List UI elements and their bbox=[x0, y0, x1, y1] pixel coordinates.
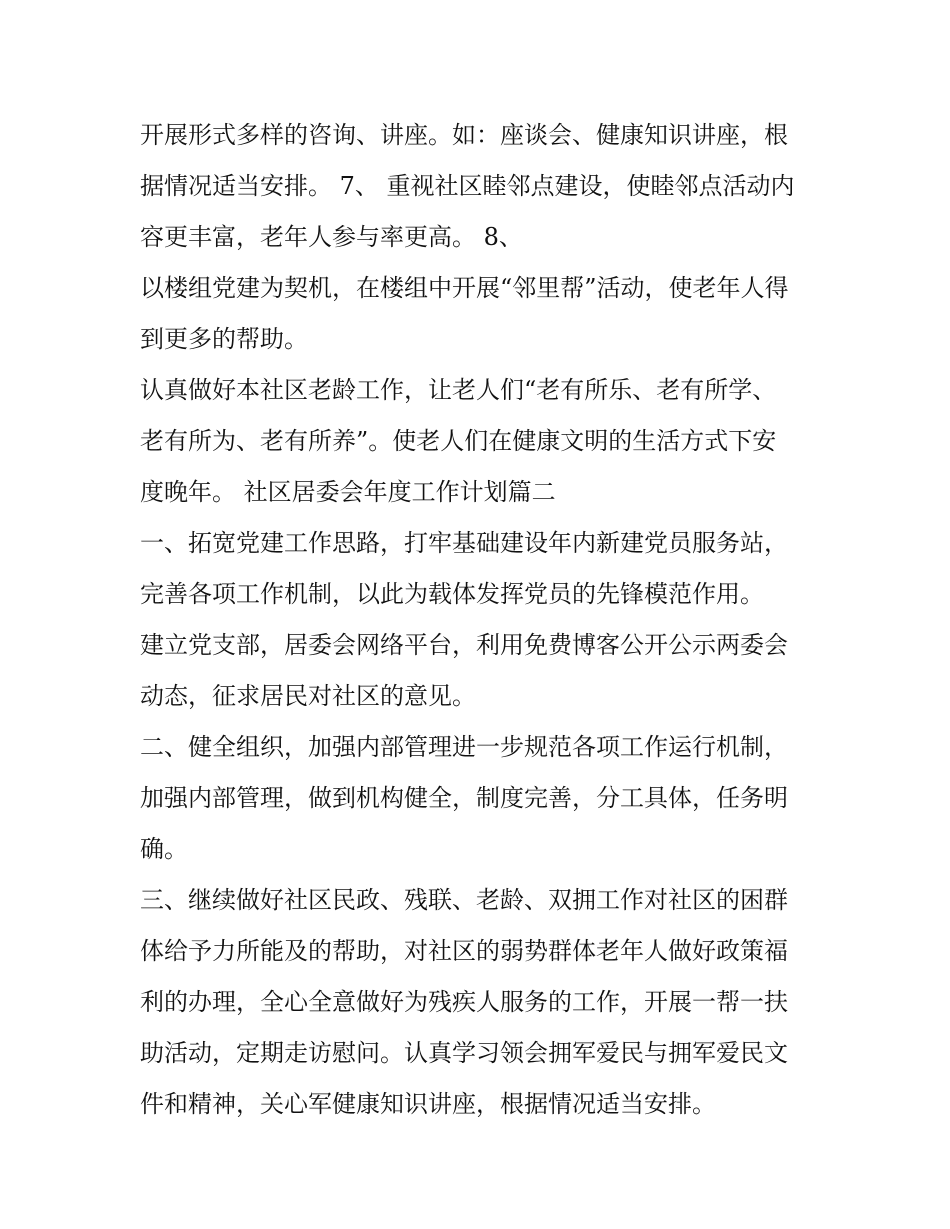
text-line: 二、健全组织，加强内部管理进一步规范各项工作运行机制， bbox=[140, 733, 788, 761]
text-line: 助活动，定期走访慰问。认真学习领会拥军爱民与拥军爱民文 bbox=[140, 1039, 788, 1067]
text-line: 一、拓宽党建工作思路，打牢基础建设年内新建党员服务站， bbox=[140, 529, 788, 557]
text-line: 确。 bbox=[140, 835, 188, 863]
text-line: 体给予力所能及的帮助，对社区的弱势群体老年人做好政策福 bbox=[140, 937, 788, 965]
text-line: 度晚年。 社区居委会年度工作计划篇二 bbox=[140, 478, 556, 506]
text-line: 认真做好本社区老龄工作，让老人们“老有所乐、老有所学、 bbox=[140, 376, 777, 404]
text-line: 开展形式多样的咨询、讲座。如：座谈会、健康知识讲座，根 bbox=[140, 121, 788, 149]
text-line: 到更多的帮助。 bbox=[140, 325, 308, 353]
text-line: 件和精神，关心军健康知识讲座，根据情况适当安排。 bbox=[140, 1090, 716, 1118]
text-line: 建立党支部，居委会网络平台，利用免费博客公开公示两委会 bbox=[140, 631, 788, 659]
text-line: 加强内部管理，做到机构健全，制度完善，分工具体，任务明 bbox=[140, 784, 788, 812]
text-line: 三、继续做好社区民政、残联、老龄、双拥工作对社区的困群 bbox=[140, 886, 788, 914]
text-line: 动态，征求居民对社区的意见。 bbox=[140, 682, 476, 710]
text-line: 据情况适当安排。 7、 重视社区睦邻点建设，使睦邻点活动内 bbox=[140, 172, 795, 200]
text-line: 以楼组党建为契机，在楼组中开展“邻里帮”活动，使老年人得 bbox=[140, 274, 789, 302]
text-line: 完善各项工作机制，以此为载体发挥党员的先锋模范作用。 bbox=[140, 580, 764, 608]
text-line: 老有所为、老有所养”。使老人们在健康文明的生活方式下安 bbox=[140, 427, 777, 455]
document-body bbox=[140, 110, 820, 1130]
text-line: 利的办理，全心全意做好为残疾人服务的工作，开展一帮一扶 bbox=[140, 988, 788, 1016]
text-line: 容更丰富，老年人参与率更高。 8、 bbox=[140, 223, 523, 251]
